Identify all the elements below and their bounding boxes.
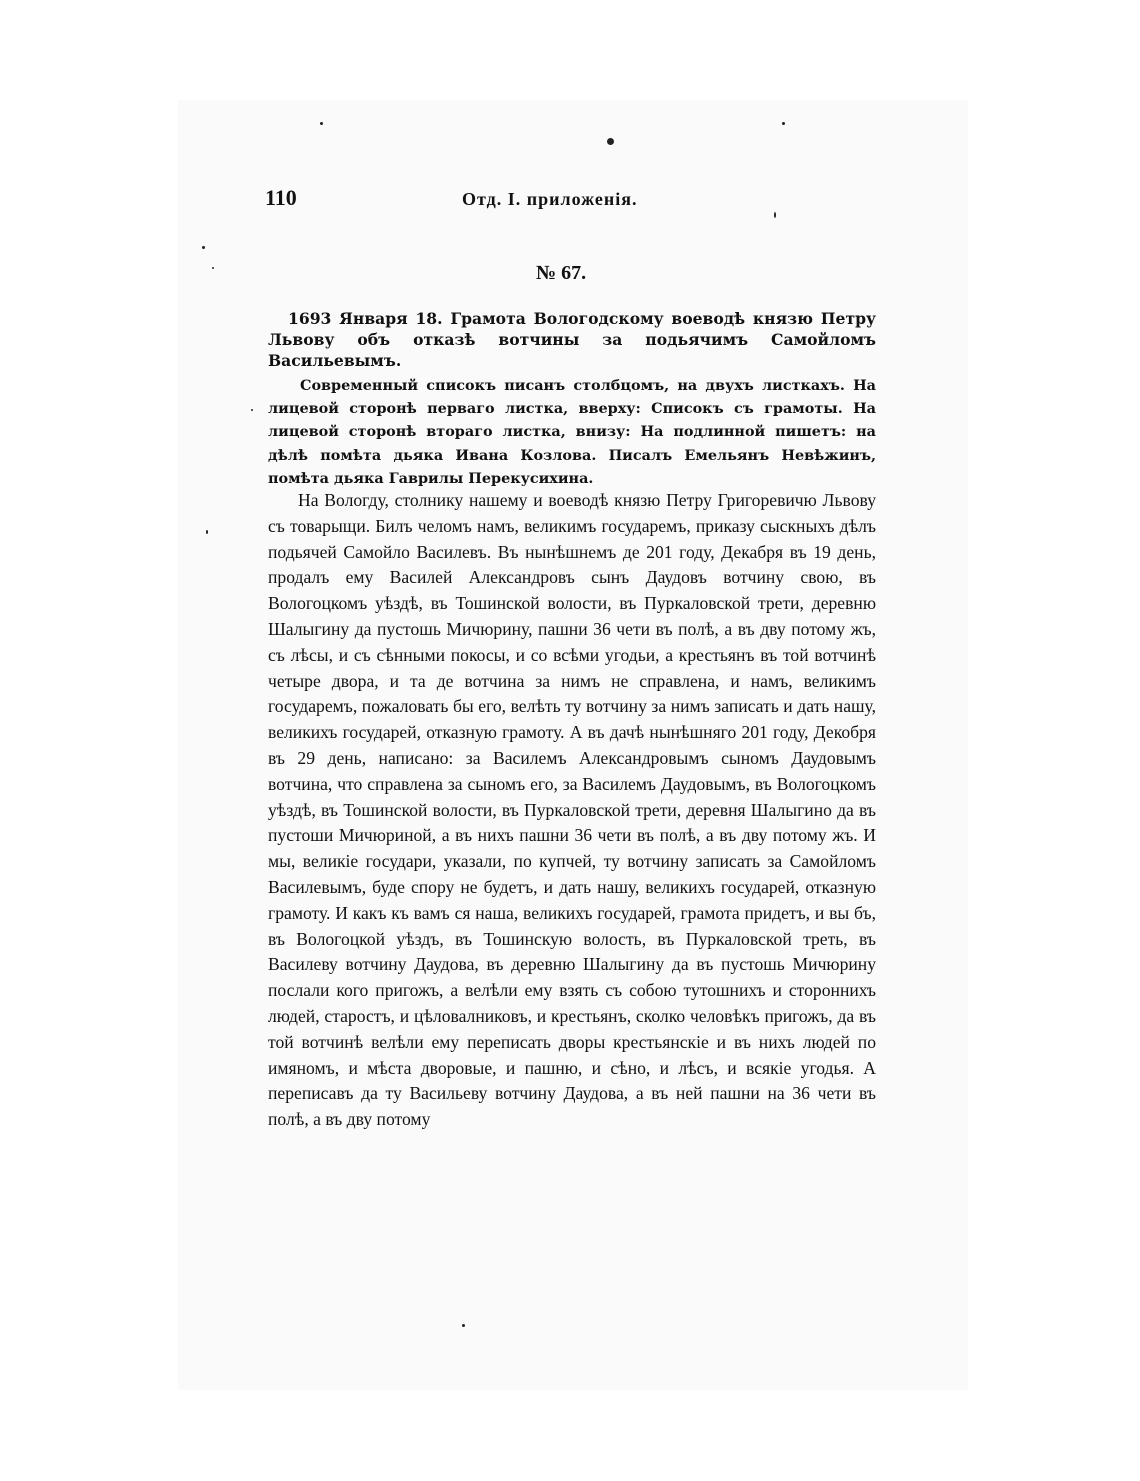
scan-speck: [782, 122, 785, 125]
scan-speck: [607, 138, 614, 145]
document-title: 1693 Января 18. Грамота Вологодскому воеводѣ князю Петру Львову объ отказѣ вотчины за подьячимъ Самойломъ Васильевымъ.: [268, 309, 876, 370]
scan-speck: [202, 246, 205, 249]
page-number: 110: [265, 185, 297, 210]
body-text: На Вологду, столнику нашему и воеводѣ князю Петру Григоревичю Львову съ товарыщи. Билъ челомъ намъ, великимъ государемъ, приказу сыскныхъ дѣлъ подьячей Самойло Василевъ. Въ нынѣшнемъ де 201 году, Декабря въ 19 день, продалъ ему Василей Александровъ сынъ Даудовъ вотчину свою, въ Вологоцкомъ уѣздѣ, въ Тошинской волости, въ Пуркаловской трети, деревню Шалыгину да пустошь Мичюрину, пашни 36 чети въ полѣ, а въ дву потому жъ, съ лѣсы, и съ сѣнными покосы, и со всѣми угодьи, а крестьянъ въ той вотчинѣ четыре двора, и та де вотчина за нимъ не справлена, и намъ, великимъ государемъ, пожаловать бы его, велѣть ту вотчину за нимъ записать и дать нашу, великихъ государей, отказную грамоту. А въ дачѣ нынѣшняго 201 году, Декобря въ 29 день, написано: за Василемъ Александровымъ сыномъ Даудовымъ вотчина, что справлена за сыномъ его, за Василемъ Даудовымъ, въ Вологоцкомъ уѣздѣ, въ Тошинской волости, въ Пуркаловской трети, деревня Шалыгино да въ пустоши Мичюриной, а въ нихъ пашни 36 чети въ полѣ, а въ дву потому жъ. И мы, великіе государи, указали, по купчей, ту вотчину записать за Самойломъ Василевымъ, буде спору не будетъ, и дать нашу, великихъ государей, отказную грамоту. И какъ къ вамъ ся наша, великихъ государей, грамота придетъ, и вы бъ, въ Вологоцкой уѣздъ, въ Тошинскую волость, въ Пуркаловской треть, въ Василеву вотчину Даудова, въ деревню Шалыгину да въ пустошь Мичюрину послали кого пригожъ, а велѣли ему взять съ собою тутошнихъ и стороннихъ людей, старостъ, и цѣловалниковъ, и крестьянъ, сколко человѣкъ пригожъ, да въ той вотчинѣ велѣли ему переписать дворы крестьянскіе и въ нихъ людей по имяномъ, и мѣста дворовые, и пашню, и сѣно, и лѣсъ, и всякіе угодья. А переписавъ да ту Васильеву вотчину Даудова, а въ ней пашни на 36 чети въ полѣ, а въ дву потому: [268, 490, 876, 1130]
page-header: [265, 185, 885, 219]
scan-speck: [206, 530, 208, 534]
document-number: № 67.: [536, 262, 587, 284]
scan-speck: [251, 409, 253, 411]
source-note: Современный списокъ писанъ столбцомъ, на двухъ листкахъ. На лицевой сторонѣ перваго листка, вверху: Списокъ съ грамоты. На лицевой сторонѣ втораго листка, внизу: На подлинной пишетъ: на дѣлѣ помѣта дьяка Ивана Козлова. Писалъ Емельянъ Невѣжинъ, помѣта дьяка Гаврилы Перекусихина.: [268, 377, 876, 487]
scan-speck: [212, 267, 214, 269]
running-head: Отд. I. приложенія.: [462, 189, 638, 209]
scan-speck: [462, 1324, 465, 1327]
scan-speck: [320, 122, 323, 125]
